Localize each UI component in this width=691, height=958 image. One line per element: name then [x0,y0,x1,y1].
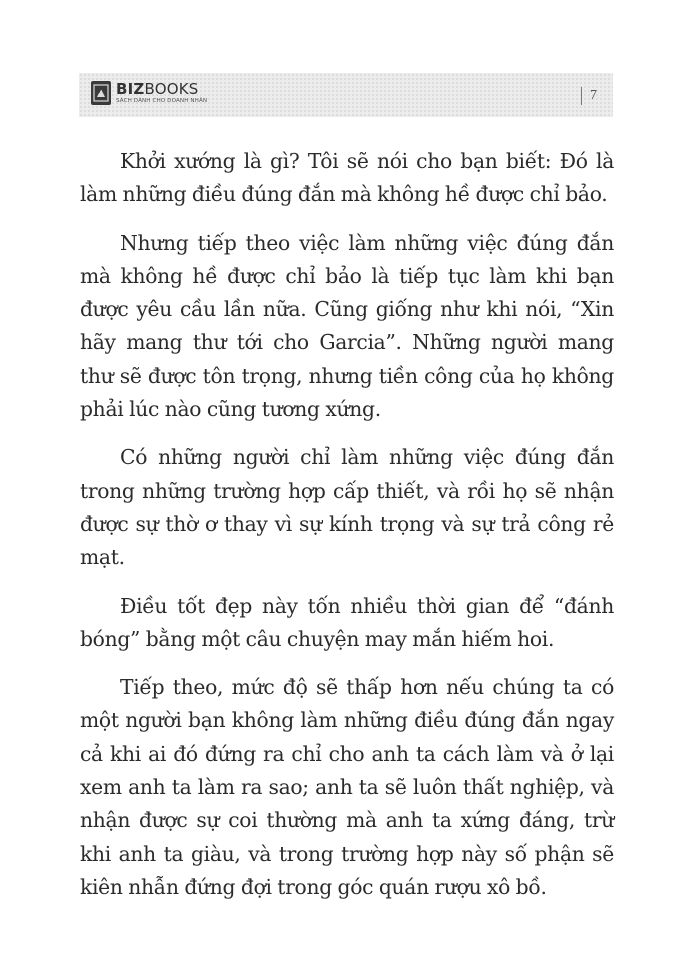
brand-tagline: SÁCH DÀNH CHO DOANH NHÂN [116,97,208,104]
paragraph: Khởi xướng là gì? Tôi sẽ nói cho bạn biết: Đó là làm những điều đúng đắn mà không hề được chỉ bảo. [80,149,614,207]
paragraph: Điều tốt đẹp này tốn nhiều thời gian để “đánh bóng” bằng một câu chuyện may mắn hiếm hoi. [80,593,614,651]
paragraph: Tiếp theo, mức độ sẽ thấp hơn nếu chúng ta có một người bạn không làm những điều đúng đắn ngay cả khi ai đó đứng ra chỉ cho anh ta cách làm và ở lại xem anh ta làm ra sao; anh ta sẽ luôn thất nghiệp, và nhận được sự coi thường mà anh ta xứng đáng, trừ khi anh ta giàu, và trong trường hợp này số phận sẽ kiên nhẫn đứng đợi trong góc quán rượu xô bồ. [80,675,614,899]
brand-regular: BOOKS [144,79,199,98]
brand-bold: BIZ [116,79,145,98]
page-number [581,87,597,105]
paragraph: Nhưng tiếp theo việc làm những việc đúng đắn mà không hề được chỉ bảo là tiếp tục làm khi bạn được yêu cầu lần nữa. Cũng giống như khi nói, “Xin hãy mang thư tới cho Garcia”. Những người mang thư sẽ được tôn trọng, nhưng tiền công của họ không phải lúc nào cũng tương xứng. [80,230,614,422]
body-text [80,145,614,919]
brand-name [116,79,207,98]
page-number-divider [581,87,582,105]
bizbooks-logo [91,81,207,105]
page-header [79,73,613,117]
bizbooks-logo-icon [91,81,111,105]
page-number-value: 7 [590,88,597,103]
paragraph: Có những người chỉ làm những việc đúng đắn trong những trường hợp cấp thiết, và rồi họ sẽ nhận được sự thờ ơ thay vì sự kính trọng và sự trả công rẻ mạt. [80,445,614,570]
